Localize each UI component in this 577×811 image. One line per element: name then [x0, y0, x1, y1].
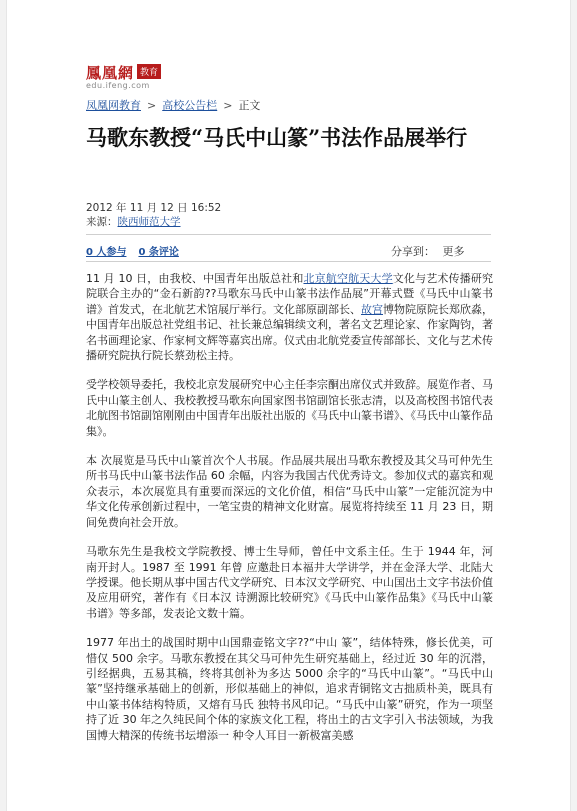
source-link[interactable]: 陕西师范大学 [117, 216, 181, 228]
logo-domain: edu.ifeng.com [86, 81, 150, 90]
breadcrumb-link-bulletin[interactable]: 高校公告栏 [162, 99, 218, 112]
paragraph: 马歌东先生是我校文学院教授、博士生导师，曾任中文系主任。生于 1944 年，河南开封人。1987 至 1991 年曾 应邀赴日本福井大学讲学，并在金泽大学、北陆大学授课。他长期从事中国古代文学研究、日本汉文学研究、中山国出土文字书法价值及应用研究，著作有《日本汉 诗溯源比较研究》《马氏中山篆作品集》《马氏中山篆书谱》等多部，发表论文数十篇。 [86, 545, 493, 620]
breadcrumb-link-edu[interactable]: 凤凰网教育 [86, 99, 141, 112]
paragraph-text: 博物院原院长郑欣淼，中国青年出版总社党组书记、社长兼总编辑续文利，著名文艺理论家、作家陶钧，著名书画理论家、作家柯文辉等嘉宾出席。仪式由北航党委宣传部部长、文化与艺术传播研究院执行院长蔡劲松主持。 [86, 302, 493, 363]
ifeng-logo[interactable] [86, 62, 161, 90]
article-title: 马歌东教授“马氏中山篆”书法作品展举行 [86, 125, 468, 150]
article-source [86, 215, 221, 229]
breadcrumb-separator: > [223, 99, 233, 112]
breadcrumb-current: 正文 [238, 99, 261, 112]
paragraph-text: 11 月 10 日，由我校、中国青年出版总社和 [86, 272, 304, 285]
comments-link[interactable]: 0 条评论 [138, 247, 179, 258]
paragraph-text: 文化与艺术传播研究院联合主办的“金石新韵??马歌东马氏中山篆书法作品展”开幕式暨《马氏中山篆书谱》首发式，在北航艺术馆展厅举行。文化部原副部长、 [86, 272, 494, 316]
article-body [86, 271, 493, 757]
participants-link[interactable]: 0 人参与 [86, 247, 127, 258]
breadcrumb [86, 97, 260, 113]
breadcrumb-separator: > [147, 99, 157, 112]
page-edge-left [0, 0, 7, 811]
article-date: 2012 年 11 月 12 日 16:52 [86, 202, 222, 214]
share-bar [391, 243, 465, 259]
paragraph [86, 271, 493, 363]
source-label: 来源： [86, 216, 118, 228]
logo-badge: 教育 [137, 64, 161, 79]
share-more-link[interactable]: 更多 [442, 245, 465, 258]
link-palace-museum[interactable]: 故宫 [361, 302, 383, 316]
article-meta [86, 201, 221, 229]
page-edge-right [570, 0, 577, 811]
comment-stats [86, 243, 191, 258]
logo-text: 鳳凰網 [86, 64, 135, 82]
link-buaa[interactable]: 北京航空航天大学 [303, 272, 393, 285]
divider [86, 234, 491, 235]
divider [86, 261, 491, 262]
paragraph: 本 次展览是马氏中山篆首次个人书展。作品展共展出马歌东教授及其父马可仲先生所书马氏中山篆书法作品 60 余幅，内容为我国古代优秀诗文。参加仪式的嘉宾和观 众表示，本次展览具有重要而深远的文化价值，相信“马氏中山篆”一定能沉淀为中华文化传承创新过程中，一笔宝贵的精神文化财富。展览将持续至 11 月 23 日，期间免费向社会开放。 [86, 454, 493, 529]
share-label: 分享到： [391, 245, 435, 258]
paragraph: 受学校领导委托，我校北京发展研究中心主任李宗酮出席仪式并致辞。展览作者、马氏中山篆主创人、我校教授马歌东向国家图书馆副馆长张志清，以及高校图书馆代表北航图书馆副馆刚刚由中国青年出版社出版的《马氏中山篆书谱》、《马氏中山篆作品集》。 [86, 378, 493, 438]
paragraph: 1977 年出土的战国时期中山国鼎壶铭文字??“中山 篆”，结体特殊，修长优美，可惜仅 500 余字。马歌东教授在其父马可仲先生研究基础上，经过近 30 年的沉潜，引经据典，五易其稿，终将其创补为多达 5000 余字的“马氏中山篆”。“马氏中山篆”坚持继承基础上的创新，形似基础上的神似，追求青铜铭文古拙质朴美，既具有中山篆书体结构特质，又熔有马氏 独特书风印记。“马氏中山篆”研究，作为一项坚持了近 30 年之久纯民间个体的家族文化工程，将出土的古文字引入书法领域，为我国博大精深的传统书坛增添一 种令人耳目一新极富美感 [86, 636, 493, 742]
